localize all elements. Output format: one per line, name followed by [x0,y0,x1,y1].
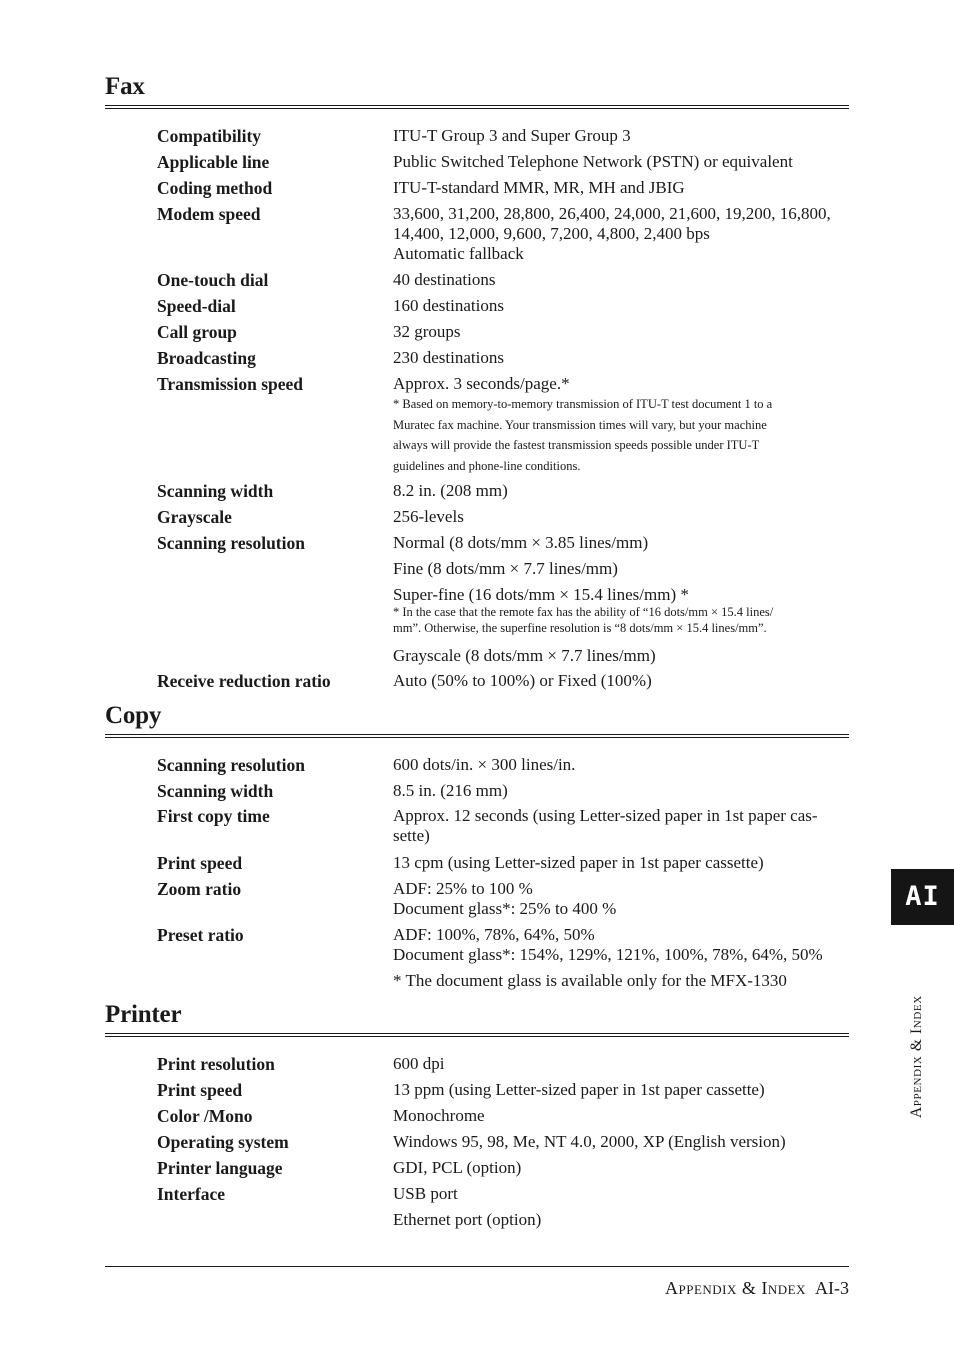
spec-label: Zoom ratio [157,879,242,899]
spec-value-line: 13 ppm (using Letter-sized paper in 1st paper cassette) [393,1080,765,1099]
spec-label: Print speed [157,853,243,873]
spec-label: Receive reduction ratio [157,671,331,691]
spec-value-line: Auto (50% to 100%) or Fixed (100%) [393,671,652,690]
spec-value [393,178,853,198]
spec-value [393,806,853,846]
spec-label: Scanning resolution [157,533,305,553]
section-title-printer: Printer [105,1001,182,1028]
spec-label: Modem speed [157,204,261,224]
section-title-fax: Fax [105,73,145,100]
spec-value-line: 32 groups [393,322,461,341]
spec-label: First copy time [157,806,270,826]
spec-value-line: Grayscale (8 dots/mm × 7.7 lines/mm) [393,646,656,665]
spec-value [393,1054,853,1074]
footnote-line: Muratec fax machine. Your transmission times will vary, but your machine [393,417,767,432]
spec-value [393,152,853,172]
spec-value-line: 160 destinations [393,296,504,315]
spec-value [393,879,853,919]
spec-value [393,126,853,146]
chapter-side-label: Appendix & Index [908,995,925,1118]
spec-value [393,348,853,368]
spec-value [393,585,853,636]
spec-value [393,374,853,476]
spec-value-line: Monochrome [393,1106,485,1125]
spec-value-line: ADF: 100%, 78%, 64%, 50% [393,925,595,944]
copy-section [105,701,849,990]
spec-value-line: 14,400, 12,000, 9,600, 7,200, 4,800, 2,400 bps [393,224,710,243]
spec-label: Print speed [157,1080,243,1100]
spec-value [393,1132,853,1152]
spec-label: Call group [157,322,237,342]
spec-value-line: * The document glass is available only for the MFX-1330 [393,971,787,990]
spec-label: Compatibility [157,126,262,146]
spec-value-line: 600 dpi [393,1054,445,1073]
spec-label: Printer language [157,1158,283,1178]
spec-value [393,1106,853,1126]
section-rule [105,734,849,738]
spec-value-line: 8.5 in. (216 mm) [393,781,508,800]
spec-value-line: Ethernet port (option) [393,1210,542,1229]
spec-label: Scanning resolution [157,755,305,775]
spec-value-line: Fine (8 dots/mm × 7.7 lines/mm) [393,559,618,578]
footer-section-name: Appendix & Index [665,1278,806,1298]
spec-label: Speed-dial [157,296,236,316]
spec-value [393,671,853,691]
footnote-line: * In the case that the remote fax has the ability of “16 dots/mm × 15.4 lines/ [393,605,774,619]
spec-value-line: 8.2 in. (208 mm) [393,481,508,500]
spec-value-line: Approx. 3 seconds/page.* [393,374,570,393]
page-footer [665,1278,849,1299]
printer-section [105,1000,849,1229]
spec-value-line: ITU-T-standard MMR, MR, MH and JBIG [393,178,685,197]
spec-value [393,925,853,965]
spec-label: Color /Mono [157,1106,253,1126]
spec-value-line: 33,600, 31,200, 28,800, 26,400, 24,000, 21,600, 19,200, 16,800, [393,204,831,223]
spec-value-line: Document glass*: 25% to 400 % [393,899,617,918]
spec-value [393,755,853,775]
spec-value [393,1210,853,1230]
spec-value [393,559,853,579]
section-rule [105,1033,849,1037]
spec-value [393,507,853,527]
spec-value [393,481,853,501]
spec-value-line: Super-fine (16 dots/mm × 15.4 lines/mm) * [393,585,689,604]
spec-label: Print resolution [157,1054,275,1074]
spec-value-line: Automatic fallback [393,244,524,263]
section-title-copy: Copy [105,702,162,729]
spec-value [393,1158,853,1178]
footnote-line: guidelines and phone-line conditions. [393,458,581,473]
footnote-line: * Based on memory-to-memory transmission of ITU-T test document 1 to a [393,397,773,411]
spec-label: Operating system [157,1132,289,1152]
spec-value [393,1080,853,1100]
spec-value-line: 40 destinations [393,270,496,289]
spec-value [393,296,853,316]
spec-value-line: Public Switched Telephone Network (PSTN) or equivalent [393,152,793,171]
spec-label: Scanning width [157,781,274,801]
spec-value-line: ADF: 25% to 100 % [393,879,533,898]
spec-value [393,646,853,666]
spec-value-line: 600 dots/in. × 300 lines/in. [393,755,576,774]
spec-value [393,270,853,290]
spec-value [393,853,853,873]
spec-value-line: 230 destinations [393,348,504,367]
spec-label: One-touch dial [157,270,269,290]
spec-label: Preset ratio [157,925,244,945]
spec-value [393,781,853,801]
page-number: AI-3 [815,1278,849,1298]
spec-value-line: 13 cpm (using Letter-sized paper in 1st paper cassette) [393,853,764,872]
spec-label: Grayscale [157,507,232,527]
spec-value [393,533,853,553]
spec-value [393,322,853,342]
spec-value-line: 256-levels [393,507,464,526]
spec-value [393,971,853,991]
spec-value-line: Approx. 12 seconds (using Letter-sized paper in 1st paper cas- [393,806,818,825]
spec-label: Interface [157,1184,226,1204]
spec-value-line: sette) [393,826,430,845]
spec-value [393,1184,853,1204]
spec-value-line: Normal (8 dots/mm × 3.85 lines/mm) [393,533,649,552]
chapter-tab: AI [891,869,954,925]
spec-value-line: GDI, PCL (option) [393,1158,522,1177]
footnote-line: always will provide the fastest transmission speeds possible under ITU-T [393,438,760,452]
fax-section [105,72,849,691]
footer-rule [105,1266,849,1267]
spec-label: Applicable line [157,152,270,172]
spec-label: Coding method [157,178,273,198]
spec-label: Scanning width [157,481,274,501]
spec-value [393,204,853,264]
spec-value-line: Windows 95, 98, Me, NT 4.0, 2000, XP (English version) [393,1132,786,1151]
spec-value-line: USB port [393,1184,458,1203]
spec-label: Broadcasting [157,348,256,368]
spec-value-line: Document glass*: 154%, 129%, 121%, 100%, 78%, 64%, 50% [393,945,823,964]
section-rule [105,105,849,109]
footnote-line: mm”. Otherwise, the superfine resolution is “8 dots/mm × 15.4 lines/mm”. [393,620,767,635]
spec-label: Transmission speed [157,374,304,394]
spec-value-line: ITU-T Group 3 and Super Group 3 [393,126,631,145]
